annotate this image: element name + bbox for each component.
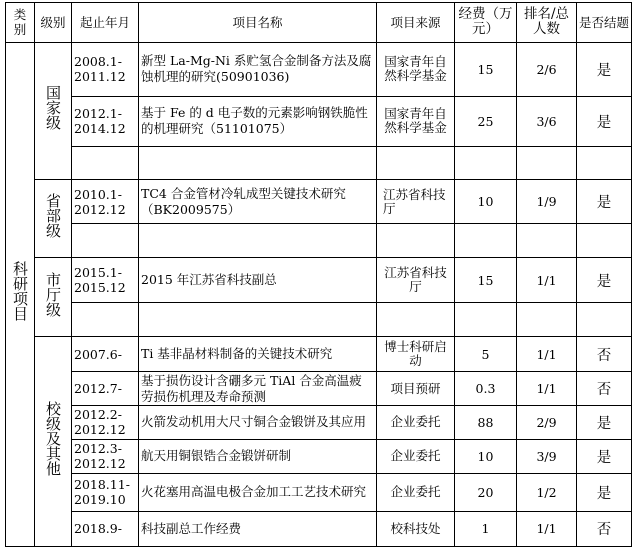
project-name-cell: TC4 合金管材冷轧成型关键技术研究（BK2009575） — [139, 180, 377, 224]
source-cell: 项目预研 — [377, 371, 455, 405]
rank-cell: 1/9 — [517, 180, 577, 224]
table-row — [6, 96, 632, 146]
funding-cell: 10 — [455, 180, 517, 224]
rank-cell: 2/6 — [517, 42, 577, 96]
project-name-cell: 2015 年江苏省科技副总 — [139, 258, 377, 303]
project-name-cell: 基于 Fe 的 d 电子数的元素影响钢铁脆性的机理研究（51101075） — [139, 96, 377, 146]
completed-cell: 是 — [577, 42, 632, 96]
source-cell: 企业委托 — [377, 439, 455, 473]
project-name-cell: 火箭发动机用大尺寸铜合金锻饼及其应用 — [139, 406, 377, 439]
period-cell: 2012.2-2012.12 — [72, 406, 139, 439]
table-row — [6, 42, 632, 96]
category-cell: 科研项目 — [6, 42, 35, 546]
period-cell: 2010.1-2012.12 — [72, 180, 139, 224]
project-name-cell: 科技副总工作经费 — [139, 511, 377, 546]
period-cell: 2018.9- — [72, 511, 139, 546]
completed-cell: 是 — [577, 439, 632, 473]
level-school: 校级及其他 — [35, 337, 72, 547]
funding-cell: 1 — [455, 511, 517, 546]
project-name-cell: 航天用铜银锆合金锻饼研制 — [139, 439, 377, 473]
table-row — [6, 258, 632, 303]
empty-row — [6, 303, 632, 337]
period-cell: 2018.11-2019.10 — [72, 474, 139, 512]
completed-cell: 是 — [577, 406, 632, 439]
level-city: 市厅级 — [35, 258, 72, 337]
funding-cell: 0.3 — [455, 371, 517, 405]
funding-cell: 25 — [455, 96, 517, 146]
project-name-cell: Ti 基非晶材料制备的关键技术研究 — [139, 337, 377, 371]
project-name-cell: 新型 La-Mg-Ni 系贮氢合金制备方法及腐蚀机理的研究(50901036) — [139, 42, 377, 96]
project-name-cell: 基于损伤设计含硼多元 TiAl 合金高温疲劳损伤机理及寿命预测 — [139, 371, 377, 405]
period-cell: 2012.3-2012.12 — [72, 439, 139, 473]
funding-cell: 10 — [455, 439, 517, 473]
header-funding: 经费（万元） — [455, 3, 517, 43]
source-cell: 校科技处 — [377, 511, 455, 546]
rank-cell: 1/1 — [517, 511, 577, 546]
period-cell: 2007.6- — [72, 337, 139, 371]
period-cell: 2008.1-2011.12 — [72, 42, 139, 96]
header-level: 级别 — [35, 3, 72, 43]
rank-cell: 1/1 — [517, 258, 577, 303]
research-projects-table — [5, 2, 632, 547]
header-rank: 排名/总人数 — [517, 3, 577, 43]
funding-cell: 5 — [455, 337, 517, 371]
table-row — [6, 439, 632, 473]
header-name: 项目名称 — [139, 3, 377, 43]
period-cell: 2012.7- — [72, 371, 139, 405]
header-category: 类别 — [6, 3, 35, 43]
source-cell: 企业委托 — [377, 406, 455, 439]
completed-cell: 是 — [577, 180, 632, 224]
empty-row — [6, 146, 632, 179]
completed-cell: 是 — [577, 474, 632, 512]
funding-cell: 88 — [455, 406, 517, 439]
source-cell: 博士科研启动 — [377, 337, 455, 371]
empty-row — [6, 223, 632, 257]
funding-cell: 15 — [455, 258, 517, 303]
source-cell: 国家青年自然科学基金 — [377, 96, 455, 146]
level-provincial: 省部级 — [35, 180, 72, 258]
rank-cell: 1/1 — [517, 371, 577, 405]
header-source: 项目来源 — [377, 3, 455, 43]
period-cell: 2015.1-2015.12 — [72, 258, 139, 303]
table-row — [6, 180, 632, 224]
rank-cell: 3/9 — [517, 439, 577, 473]
table-row — [6, 371, 632, 405]
source-cell: 江苏省科技厅 — [377, 180, 455, 224]
funding-cell: 20 — [455, 474, 517, 512]
rank-cell: 2/9 — [517, 406, 577, 439]
rank-cell: 3/6 — [517, 96, 577, 146]
completed-cell: 否 — [577, 511, 632, 546]
period-cell: 2012.1-2014.12 — [72, 96, 139, 146]
completed-cell: 是 — [577, 258, 632, 303]
source-cell: 国家青年自然科学基金 — [377, 42, 455, 96]
funding-cell: 15 — [455, 42, 517, 96]
rank-cell: 1/1 — [517, 337, 577, 371]
completed-cell: 否 — [577, 337, 632, 371]
table-row — [6, 406, 632, 439]
table-row — [6, 511, 632, 546]
table-row — [6, 474, 632, 512]
completed-cell: 否 — [577, 371, 632, 405]
level-national: 国家级 — [35, 42, 72, 180]
source-cell: 企业委托 — [377, 474, 455, 512]
completed-cell: 是 — [577, 96, 632, 146]
header-row — [6, 3, 632, 43]
header-period: 起止年月 — [72, 3, 139, 43]
source-cell: 江苏省科技厅 — [377, 258, 455, 303]
header-completed: 是否结题 — [577, 3, 632, 43]
rank-cell: 1/2 — [517, 474, 577, 512]
table-row — [6, 337, 632, 371]
project-name-cell: 火花塞用高温电极合金加工工艺技术研究 — [139, 474, 377, 512]
